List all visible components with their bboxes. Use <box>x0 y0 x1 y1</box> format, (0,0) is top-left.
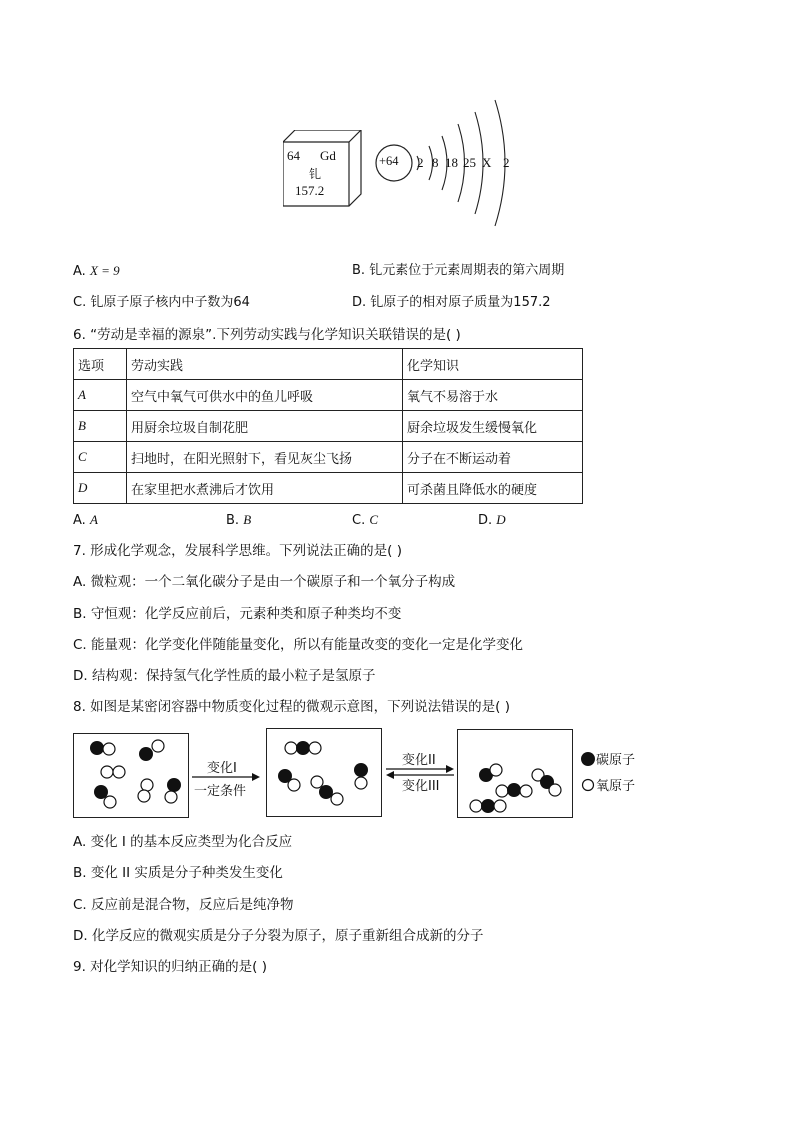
q5-option-c: C. 钆原子原子核内中子数为64 <box>73 295 250 310</box>
legend-oxygen: 氧原子 <box>580 775 635 794</box>
q6-option-a: A. A <box>73 512 98 528</box>
q7-option-d: D. 结构观：保持氢气化学性质的最小粒子是氢原子 <box>73 668 376 684</box>
shell-3-count: 18 <box>445 155 458 170</box>
q5-option-a: A. X = 9 <box>73 263 120 279</box>
element-name: 钆 <box>309 167 322 181</box>
header-knowledge: 化学知识 <box>403 349 583 380</box>
element-atomic-number: 64 <box>287 148 300 163</box>
shell-4-count: 25 <box>463 155 476 170</box>
header-option: 选项 <box>74 349 127 380</box>
row-knowledge: 氧气不易溶于水 <box>403 380 583 411</box>
q6-table <box>73 348 583 504</box>
row-option: B <box>74 411 127 442</box>
header-practice: 劳动实践 <box>127 349 403 380</box>
arrow-3-label: 变化III <box>402 779 440 794</box>
table-row <box>74 473 583 504</box>
q5-option-b: B. 钆元素位于元素周期表的第六周期 <box>352 263 565 278</box>
oxygen-atom-icon <box>580 777 596 793</box>
shell-2-count: 8 <box>432 155 439 170</box>
atom-structure-diagram <box>372 98 522 228</box>
box2-particles <box>267 729 381 816</box>
box3-particles <box>458 730 572 817</box>
row-knowledge: 厨余垃圾发生缓慢氧化 <box>403 411 583 442</box>
row-option: D <box>74 473 127 504</box>
row-option: C <box>74 442 127 473</box>
shell-1-count: 2 <box>417 155 424 170</box>
shell-5-count: X <box>482 155 492 170</box>
table-row <box>74 442 583 473</box>
q8-option-c: C. 反应前是混合物，反应后是纯净物 <box>73 897 294 913</box>
table-row <box>74 380 583 411</box>
q7-option-a: A. 微粒观：一个二氧化碳分子是由一个碳原子和一个氧分子构成 <box>73 574 456 590</box>
state-box-after <box>457 729 573 818</box>
q7-option-c: C. 能量观：化学变化伴随能量变化，所以有能量改变的变化一定是化学变化 <box>73 637 524 653</box>
q5-option-d: D. 钆原子的相对原子质量为157.2 <box>352 295 551 310</box>
legend-carbon: 碳原子 <box>580 749 635 768</box>
q8-stem: 8. 如图是某密闭容器中物质变化过程的微观示意图，下列说法错误的是( ) <box>73 699 510 715</box>
arrow-2-label: 变化II <box>402 753 436 768</box>
element-symbol: Gd <box>320 148 336 163</box>
arrow-1-top-label: 变化I <box>207 761 237 776</box>
state-box-middle <box>266 728 382 817</box>
row-practice: 在家里把水煮沸后才饮用 <box>127 473 403 504</box>
arrow-1-bottom-label: 一定条件 <box>194 784 247 799</box>
q8-option-b: B. 变化 II 实质是分子种类发生变化 <box>73 865 283 881</box>
carbon-atom-icon <box>580 751 596 767</box>
q7-stem: 7. 形成化学观念，发展科学思维。下列说法正确的是( ) <box>73 543 402 559</box>
row-knowledge: 可杀菌且降低水的硬度 <box>403 473 583 504</box>
q6-option-c: C. C <box>352 512 379 528</box>
q8-option-d: D. 化学反应的微观实质是分子分裂为原子，原子重新组合成新的分子 <box>73 928 484 944</box>
row-practice: 空气中氧气可供水中的鱼儿呼吸 <box>127 380 403 411</box>
state-box-before <box>73 733 189 818</box>
element-atomic-mass: 157.2 <box>295 183 325 198</box>
box1-particles <box>74 734 188 817</box>
row-knowledge: 分子在不断运动着 <box>403 442 583 473</box>
table-header-row <box>74 349 583 380</box>
row-practice: 扫地时，在阳光照射下，看见灰尘飞扬 <box>127 442 403 473</box>
q9-stem: 9. 对化学知识的归纳正确的是( ) <box>73 959 267 975</box>
row-practice: 用厨余垃圾自制花肥 <box>127 411 403 442</box>
nucleus-charge: +64 <box>379 154 399 168</box>
q7-option-b: B. 守恒观：化学反应前后，元素种类和原子种类均不变 <box>73 606 402 622</box>
table-row <box>74 411 583 442</box>
shell-6-count: 2 <box>503 155 510 170</box>
q6-stem: 6. “劳动是幸福的源泉”.下列劳动实践与化学知识关联错误的是( ) <box>73 327 461 343</box>
row-option: A <box>74 380 127 411</box>
q6-option-d: D. D <box>478 512 506 528</box>
element-card-gd <box>283 130 361 208</box>
q8-option-a: A. 变化 I 的基本反应类型为化合反应 <box>73 834 293 850</box>
q6-option-b: B. B <box>226 512 252 528</box>
